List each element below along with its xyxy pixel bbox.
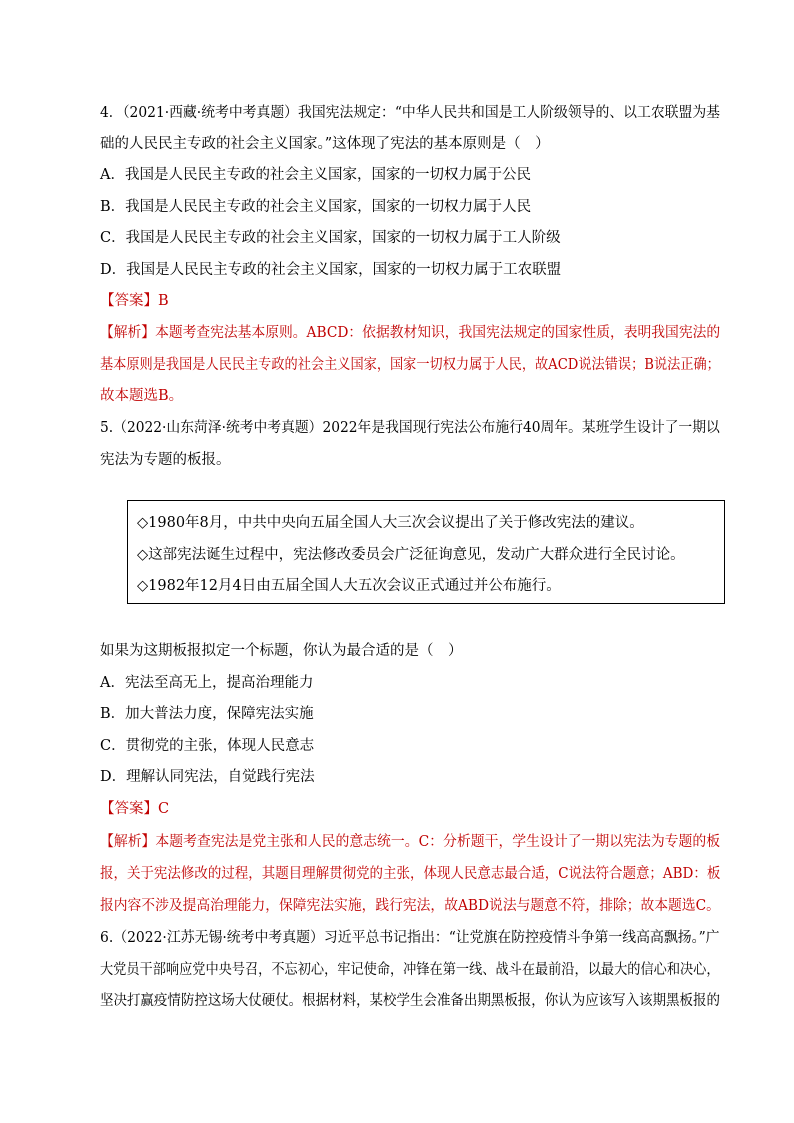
q4-option-b: B．我国是人民民主专政的社会主义国家，国家的一切权力属于人民 <box>100 199 532 215</box>
q5-option-d: D．理解认同宪法，自觉践行宪法 <box>100 769 315 785</box>
q5-material-item-3: ◇1982年12月4日由五届全国人大五次会议正式通过并公布施行。 <box>137 578 561 594</box>
q5-answer: 【答案】C <box>100 801 170 817</box>
q6-stem-line-3: 坚决打赢疫情防控这场大仗硬仗。根据材料，某校学生会准备出期黑板报，你认为应该写入该期黑板报的 <box>100 993 720 1009</box>
q5-analysis-line-3: 报内容不涉及提高治理能力，保障宪法实施，践行宪法，故ABD说法与题意不符，排除；故本题选C。 <box>100 898 720 914</box>
q5-material-item-1: ◇1980年8月，中共中央向五届全国人大三次会议提出了关于修改宪法的建议。 <box>137 515 644 531</box>
q4-answer: 【答案】B <box>100 293 169 309</box>
q4-option-d: D．我国是人民民主专政的社会主义国家，国家的一切权力属于工农联盟 <box>100 262 562 278</box>
q5-stem-line-1: 5.（2022·山东菏泽·统考中考真题）2022年是我国现行宪法公布施行40周年。某班学生设计了一期以 <box>100 420 720 436</box>
q5-material-box <box>127 500 725 604</box>
q6-stem-line-1: 6.（2022·江苏无锡·统考中考真题）习近平总书记指出：“让党旗在防控疫情斗争第一线高高飘扬。”广 <box>100 930 720 946</box>
q5-question: 如果为这期板报拟定一个标题，你认为最合适的是（ ） <box>100 643 463 659</box>
q6-stem-line-2: 大党员干部响应党中央号召，不忘初心，牢记使命，冲锋在第一线、战斗在最前沿，以最大的信心和决心， <box>100 962 720 978</box>
q5-option-c: C．贯彻党的主张，体现人民意志 <box>100 738 315 754</box>
q5-option-b: B．加大普法力度，保障宪法实施 <box>100 706 314 722</box>
q4-analysis-line-2: 基本原则是我国是人民民主专政的社会主义国家，国家一切权力属于人民，故ACD说法错误；B说法正确； <box>100 357 720 373</box>
q5-analysis-line-1: 【解析】本题考查宪法是党主张和人民的意志统一。C：分析题干，学生设计了一期以宪法为专题的板 <box>100 834 721 850</box>
q5-analysis-line-2: 报，关于宪法修改的过程，其题目理解贯彻党的主张，体现人民意志最合适，C说法符合题意；ABD：板 <box>100 866 721 882</box>
q5-option-a: A．宪法至高无上，提高治理能力 <box>100 675 314 691</box>
q4-option-c: C．我国是人民民主专政的社会主义国家，国家的一切权力属于工人阶级 <box>100 230 561 246</box>
q4-option-a: A．我国是人民民主专政的社会主义国家，国家的一切权力属于公民 <box>100 167 531 183</box>
q4-stem-line-2: 础的人民民主专政的社会主义国家。”这体现了宪法的基本原则是（ ） <box>100 136 550 152</box>
q5-stem-line-2: 宪法为专题的板报。 <box>100 452 231 468</box>
q4-analysis-line-3: 故本题选B。 <box>100 388 184 404</box>
q4-analysis-line-1: 【解析】本题考查宪法基本原则。ABCD：依据教材知识，我国宪法规定的国家性质，表明我国宪法的 <box>100 325 721 341</box>
q4-stem-line-1: 4．（2021·西藏·统考中考真题）我国宪法规定：“中华人民共和国是工人阶级领导的、以工农联盟为基 <box>100 105 720 121</box>
q5-material-item-2: ◇这部宪法诞生过程中，宪法修改委员会广泛征询意见，发动广大群众进行全民讨论。 <box>137 547 685 563</box>
